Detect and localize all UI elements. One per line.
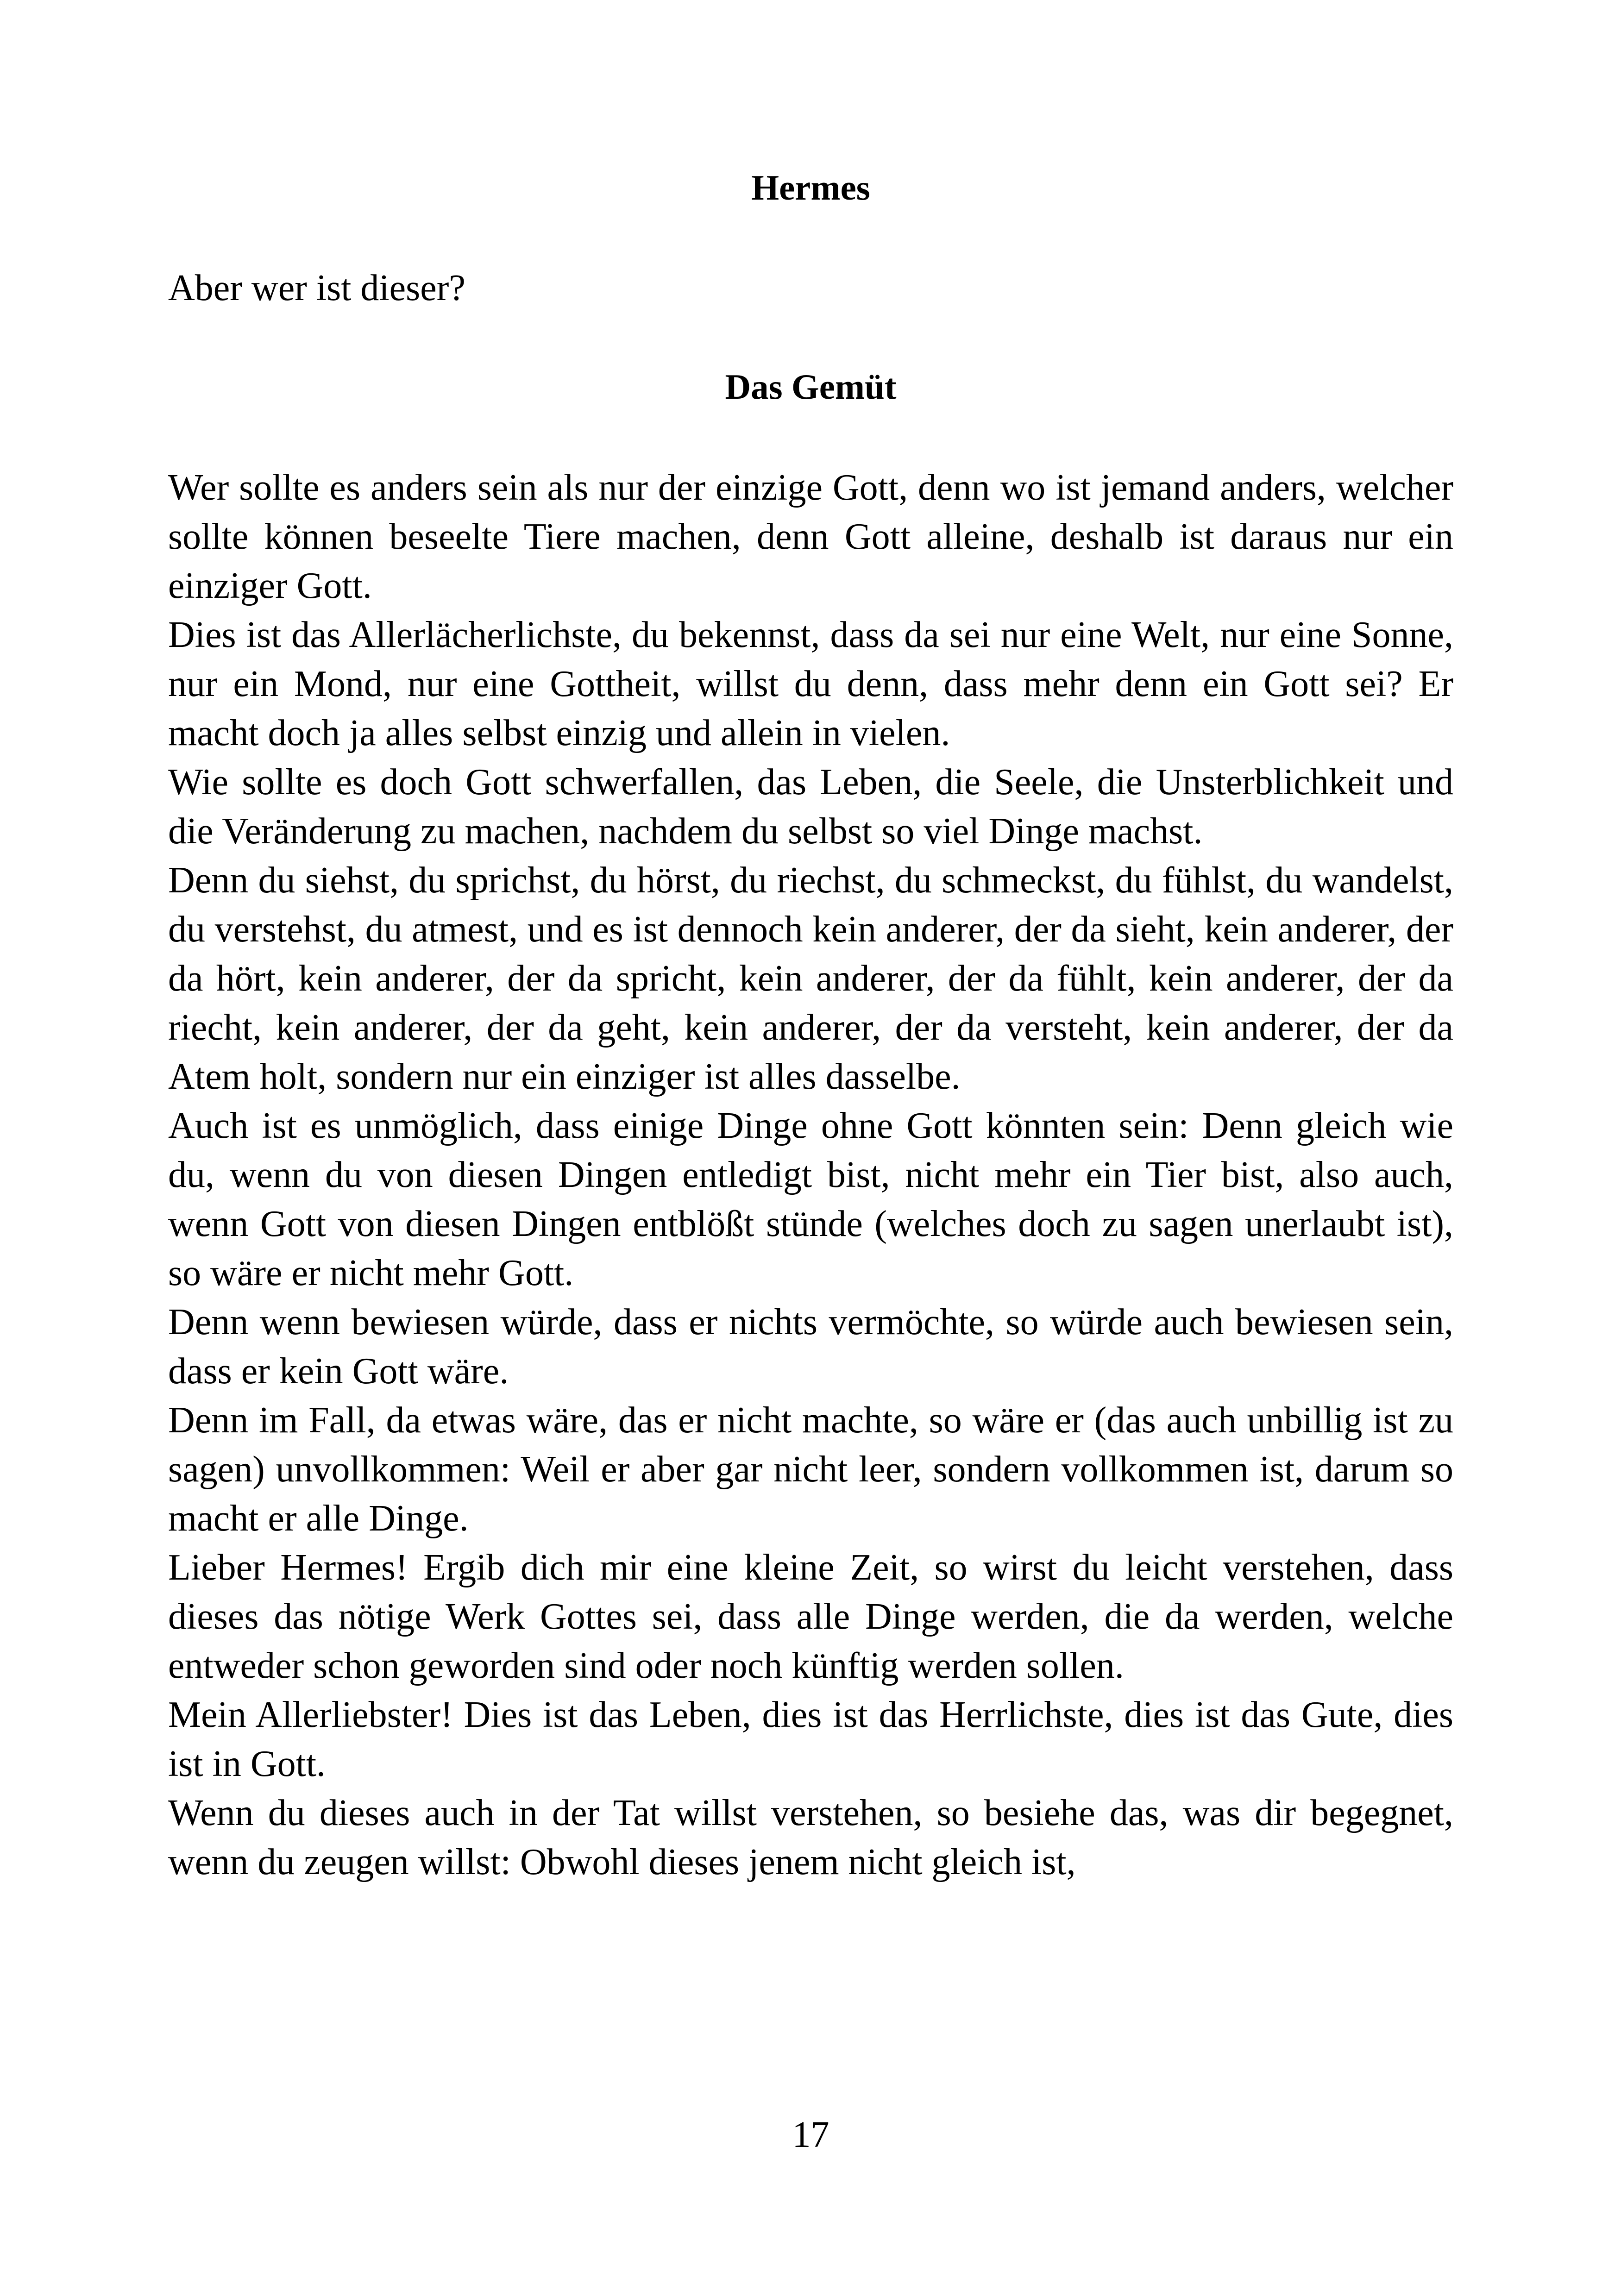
paragraph: Wie sollte es doch Gott schwerfallen, das Leben, die Seele, die Unsterblichkeit und die Veränderung zu machen, nachdem du selbst so viel Dinge machst.: [168, 762, 1453, 852]
question-line: Aber wer ist dieser?: [168, 268, 465, 308]
paragraph: Denn du siehst, du sprichst, du hörst, du riechst, du schmeckst, du fühlst, du wandelst, du verstehst, du atmest, und es ist dennoch kein anderer, der da sieht, kein anderer, der da hört, kein anderer, der da spricht, kein anderer, der da fühlt, kein anderer, der da riecht, kein anderer, der da geht, kein anderer, der da versteht, kein anderer, der da Atem holt, sondern nur ein einziger ist alles dasselbe.: [168, 860, 1453, 1097]
speaker-heading-hermes: Hermes: [751, 168, 870, 207]
paragraph: Lieber Hermes! Ergib dich mir eine kleine Zeit, so wirst du leicht verstehen, dass dieses das nötige Werk Gottes sei, dass alle Dinge werden, die da werden, welche entweder schon geworden sind oder noch künftig werden sollen.: [168, 1547, 1453, 1686]
paragraph: Mein Allerliebster! Dies ist das Leben, dies ist das Herrlichste, dies ist das Gute, dies ist in Gott.: [168, 1694, 1453, 1784]
page-number: 17: [792, 2114, 829, 2155]
body-text: [168, 463, 1453, 1887]
paragraph: Auch ist es unmöglich, dass einige Dinge ohne Gott könnten sein: Denn gleich wie du, wenn du von diesen Dingen entledigt bist, nicht mehr ein Tier bist, also auch, wenn Gott von diesen Dingen entblößt stünde (welches doch zu sagen unerlaubt ist), so wäre er nicht mehr Gott.: [168, 1105, 1453, 1293]
paragraph: Dies ist das Allerlächerlichste, du bekennst, dass da sei nur eine Welt, nur eine Sonne, nur ein Mond, nur eine Gottheit, willst du denn, dass mehr denn ein Gott sei? Er macht doch ja alles selbst einzig und allein in vielen.: [168, 615, 1453, 753]
speaker-heading-gemuet: Das Gemüt: [725, 367, 897, 407]
paragraph: Denn im Fall, da etwas wäre, das er nicht machte, so wäre er (das auch unbillig ist zu sagen) unvollkommen: Weil er aber gar nicht leer, sondern vollkommen ist, darum so macht er alle Dinge.: [168, 1400, 1453, 1539]
paragraph: Denn wenn bewiesen würde, dass er nichts vermöchte, so würde auch bewiesen sein, dass er kein Gott wäre.: [168, 1302, 1453, 1392]
paragraph: Wer sollte es anders sein als nur der einzige Gott, denn wo ist jemand anders, welcher sollte können beseelte Tiere machen, denn Gott alleine, deshalb ist daraus nur ein einziger Gott.: [168, 467, 1453, 606]
paragraph: Wenn du dieses auch in der Tat willst verstehen, so besiehe das, was dir begegnet, wenn du zeugen willst: Obwohl dieses jenem nicht gleich ist,: [168, 1793, 1453, 1882]
